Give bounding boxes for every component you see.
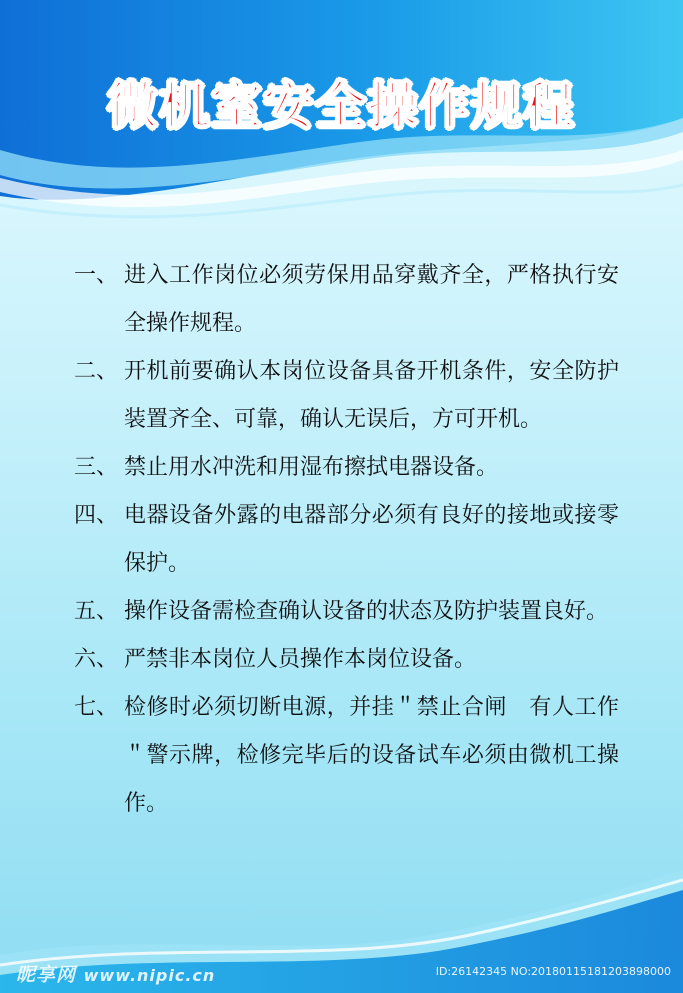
image-id-label: ID:26142345 NO:20180115181203898000 xyxy=(435,965,671,978)
rule-number: 一、 xyxy=(74,263,119,288)
rule-item xyxy=(74,444,619,492)
rule-text: 操作设备需检查确认设备的状态及防护装置良好。 xyxy=(124,599,609,624)
rule-number: 五、 xyxy=(74,599,119,624)
rule-item xyxy=(74,348,619,444)
rule-number: 六、 xyxy=(74,647,119,672)
rule-number: 三、 xyxy=(74,455,119,480)
watermark-url: www.nipic.cn xyxy=(83,966,216,985)
rule-text: 进入工作岗位必须劳保用品穿戴齐全，严格执行安全操作规程。 xyxy=(124,263,619,336)
rule-item xyxy=(74,684,619,828)
page-title: 微机室安全操作规程 xyxy=(107,77,576,135)
rule-item xyxy=(74,252,619,348)
rule-text: 禁止用水冲洗和用湿布擦拭电器设备。 xyxy=(124,455,499,480)
watermark xyxy=(16,960,215,987)
rule-number: 二、 xyxy=(74,359,119,384)
rule-item xyxy=(74,588,619,636)
rule-number: 七、 xyxy=(74,695,119,720)
rule-number: 四、 xyxy=(74,503,119,528)
watermark-brand: 昵享网 xyxy=(16,964,77,986)
rule-text: 严禁非本岗位人员操作本岗位设备。 xyxy=(124,647,477,672)
rule-item xyxy=(74,636,619,684)
rule-text: 开机前要确认本岗位设备具备开机条件，安全防护装置齐全、可靠，确认无误后，方可开机。 xyxy=(124,359,619,432)
rule-text: 电器设备外露的电器部分必须有良好的接地或接零保护。 xyxy=(124,503,619,576)
rule-item xyxy=(74,492,619,588)
rule-text: 检修时必须切断电源，并挂＂禁止合闸 有人工作＂警示牌，检修完毕后的设备试车必须由微机工操作。 xyxy=(124,695,619,816)
rules-list xyxy=(74,252,619,828)
